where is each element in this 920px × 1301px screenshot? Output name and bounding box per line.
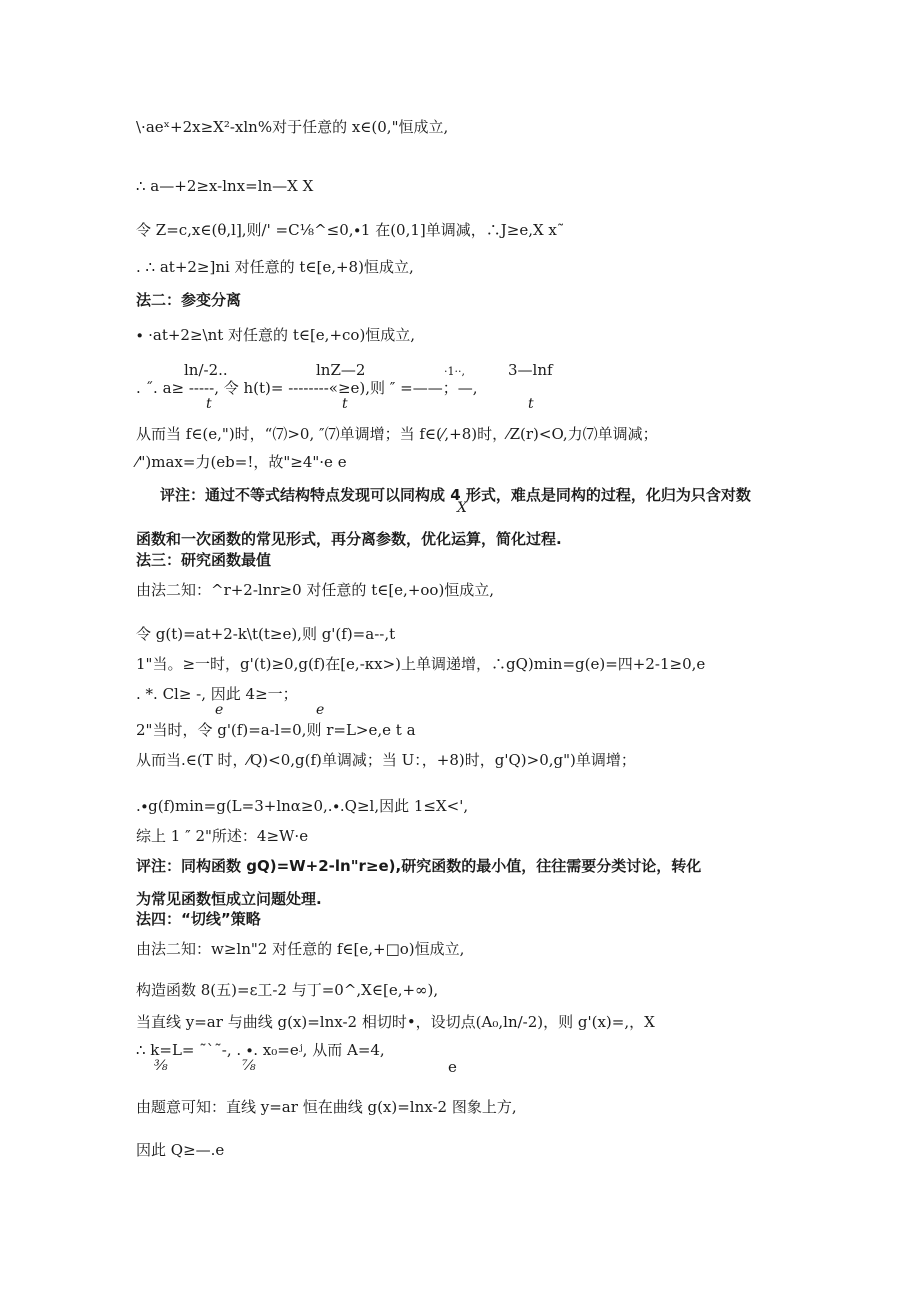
line-10: 从而当 f∈(e,")时，“⑺>0, ″⑺单调增；当 f∈(⁄,+8)时，⁄Z(r)<O,力⑺单调减； bbox=[136, 425, 658, 443]
line-17: 1"当。≥一时，g'(t)≥0,g(f)在[e,-κx>)上单调递增，∴gQ)min=g(e)=四+2-1≥0,e bbox=[136, 655, 706, 673]
line-18-e2: e bbox=[316, 702, 325, 718]
line-2: ∴ a—+2≥x-lnx=ln—X X bbox=[136, 177, 314, 195]
fraction-numerator-4: 3—lnf bbox=[508, 361, 553, 379]
line-18: . *. Cl≥ -, 因此 4≥一； bbox=[136, 685, 298, 703]
fraction-numerator-1: ln/-2.. bbox=[184, 361, 228, 379]
line-19: 2"当时，令 g'(f)=a-l=0,则 r=L>e,e t a bbox=[136, 721, 416, 739]
line-30-b: ⅞ bbox=[242, 1058, 256, 1074]
line-8: . ˝. a≥ -----, 令 h(t)= --------«≥e),则 ″ =——；—, bbox=[136, 379, 478, 397]
line-30-c: e bbox=[448, 1058, 457, 1076]
line-3: 令 Z=c,x∈(θ,l],则/' =C⅛^≤0,∙1 在(0,1]单调减，∴J≥e,X x˜ bbox=[136, 221, 565, 239]
line-20: 从而当.∈(T 时，⁄Q)<0,g(f)单调减；当 U：，+8)时，g'Q)>0,g")单调增； bbox=[136, 751, 636, 769]
fraction-numerator-2: lnZ—2 bbox=[316, 361, 366, 379]
line-1: \·aeˣ+2x≥X²-xln%对于任意的 x∈(0,"恒成立, bbox=[136, 118, 449, 136]
fraction-numerator-3: ·1··, bbox=[444, 365, 465, 378]
line-27: 构造函数 8(五)=ε工-2 与丁=0^,X∈[e,+∞), bbox=[136, 981, 439, 999]
fraction-denominator-3: t bbox=[528, 396, 534, 412]
line-15: 由法二知：^r+2-lnr≥0 对任意的 t∈[e,+oo)恒成立, bbox=[136, 581, 495, 599]
method-4-heading: 法四：“切线”策略 bbox=[136, 910, 261, 928]
line-11: ⁄")max=力(eb=!，故"≥4"·e e bbox=[136, 453, 347, 471]
line-30-a: ⅜ bbox=[154, 1058, 168, 1074]
line-31: 由题意可知：直线 y=ar 恒在曲线 g(x)=lnx-2 图象上方, bbox=[136, 1098, 517, 1116]
line-32: 因此 Q≥—.e bbox=[136, 1141, 225, 1159]
line-28: 当直线 y=ar 与曲线 g(x)=lnx-2 相切时•，设切点(A₀,ln/-2)，则 g'(x)=,，X bbox=[136, 1013, 655, 1031]
line-29: ∴ k=L= ˜`˜-, . ∙. x₀=eʲ, 从而 A=4, bbox=[136, 1041, 385, 1059]
line-21: .∙g(f)min=g(L=3+lnα≥0,.∙.Q≥l,因此 1≤X<', bbox=[136, 797, 469, 815]
line-16: 令 g(t)=at+2-k\t(t≥e),则 g'(f)=a--,t bbox=[136, 625, 396, 643]
line-22: 综上 1 ″ 2"所述：4≥W·e bbox=[136, 827, 309, 845]
line-4: . ∴ at+2≥]ni 对任意的 t∈[e,+8)恒成立, bbox=[136, 258, 414, 276]
line-26: 由法二知：w≥ln"2 对任意的 f∈[e,+□o)恒成立, bbox=[136, 940, 465, 958]
line-6: ∙ ·at+2≥\nt 对任意的 t∈[e,+co)恒成立, bbox=[136, 326, 416, 344]
remark-1-x: X bbox=[457, 500, 467, 516]
remark-1-line-2: 函数和一次函数的常见形式，再分离参数，优化运算，简化过程. bbox=[136, 530, 562, 548]
method-3-heading: 法三：研究函数最值 bbox=[136, 551, 272, 569]
fraction-denominator-2: t bbox=[342, 396, 348, 412]
line-18-e1: e bbox=[215, 702, 224, 718]
fraction-denominator-1: t bbox=[206, 396, 212, 412]
remark-2-line-1: 评注：同构函数 gQ)=W+2-ln"r≥e),研究函数的最小值，往往需要分类讨论，转化 bbox=[136, 857, 702, 875]
remark-2-line-2: 为常见函数恒成立问题处理. bbox=[136, 890, 322, 908]
remark-1-line-1: 评注：通过不等式结构特点发现可以同构成 4 形式，难点是同构的过程，化归为只含对数 bbox=[160, 486, 751, 504]
method-2-heading: 法二：参变分离 bbox=[136, 291, 242, 309]
